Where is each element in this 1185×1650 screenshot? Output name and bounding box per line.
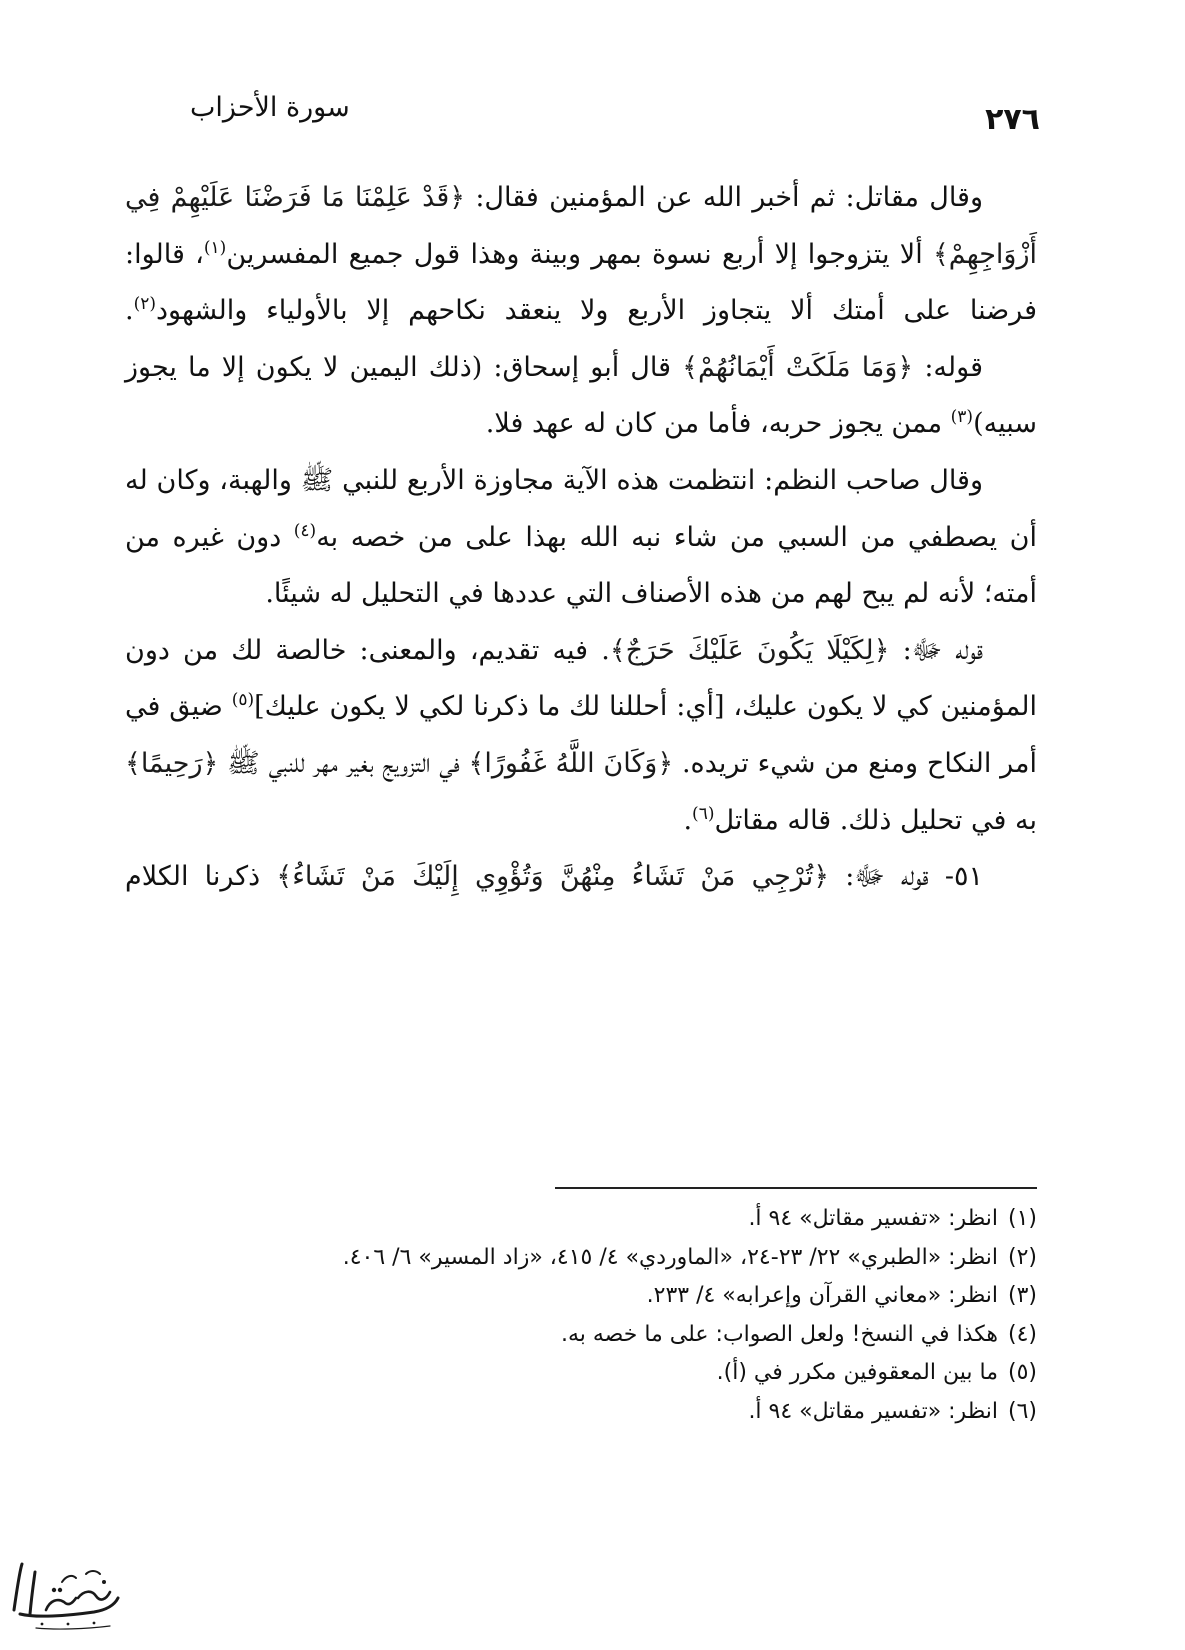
text-span: به في تحليل ذلك. قاله مقاتل (714, 804, 1037, 836)
text-span: ٥١- قوله ﷻ: (829, 861, 983, 893)
quran-verse: ﴿قَدْ عَلِمْنَا مَا فَرَضْنَا عَلَيْهِمْ فِي أَزْوَاجِهِمْ﴾ (125, 182, 1037, 270)
footnote-text: انظر: «تفسير مقاتل» ٩٤ أ. (748, 1206, 998, 1231)
footnote-number: (٥) (1007, 1360, 1037, 1386)
footnote-ref-1[interactable]: (١) (203, 237, 227, 258)
footnote-text: انظر: «الطبري» ٢٢/ ٢٣-٢٤، «الماوردي» ٤/ ٤١٥، «زاد المسير» ٦/ ٤٠٦. (342, 1244, 998, 1270)
footnote-text: انظر: «معاني القرآن وإعرابه» ٤/ ٢٣٣. (646, 1283, 998, 1309)
footnote-text: انظر: «تفسير مقاتل» ٩٤ أ. (748, 1398, 998, 1424)
text-span: في التزويج بغير مهر للنبي ﷺ (218, 747, 469, 779)
footnote-4 (125, 1316, 1037, 1355)
footnote-number: (٣) (1007, 1283, 1037, 1309)
footnote-ref-2[interactable]: (٢) (133, 294, 157, 315)
text-span: . (683, 804, 693, 836)
quran-verse: ﴿رَحِيمًا﴾ (125, 747, 219, 779)
footnote-ref-4[interactable]: (٤) (293, 520, 317, 541)
paragraph-3 (125, 453, 1037, 623)
quran-verse: ﴿تُرْجِي مَنْ تَشَاءُ مِنْهُنَّ وَتُؤْوِي إِلَيْكَ مَنْ تَشَاءُ﴾ (276, 861, 830, 893)
paragraph-5 (125, 849, 1037, 906)
paragraph-2 (125, 340, 1037, 453)
footnote-6 (125, 1393, 1037, 1432)
text-span: قال أبو إسحاق: (ذلك اليمين لا يكون إلا ما يجوز سبيه) (125, 351, 1037, 440)
quran-verse: ﴿وَمَا مَلَكَتْ أَيْمَانُهُمْ﴾ (682, 351, 914, 383)
text-span: ، قالوا: فرضنا على أمتك ألا يتجاوز الأربع ولا ينعقد نكاحهم إلا بالأولياء والشهود (125, 238, 1037, 327)
text-span: قوله ﷻ: (889, 634, 984, 666)
text-span: دون غيره من أمته؛ لأنه لم يبح لهم من هذه الأصناف التي عددها في التحليل له شيئًا. (125, 521, 1037, 610)
footnote-5 (125, 1354, 1037, 1393)
quran-verse: ﴿وَكَانَ اللَّهُ غَفُورًا﴾ (468, 747, 674, 779)
running-title: سورة الأحزاب (190, 92, 350, 123)
page-number: ٢٧٦ (985, 102, 1040, 137)
footnotes (125, 1200, 1037, 1432)
footnote-ref-6[interactable]: (٦) (692, 803, 715, 824)
footnote-3 (125, 1277, 1037, 1316)
footnote-number: (٦) (1007, 1398, 1037, 1424)
footnote-separator (555, 1187, 1037, 1189)
footnote-text: ما بين المعقوفين مكرر في (أ). (716, 1360, 998, 1386)
footnote-1 (125, 1200, 1037, 1239)
paragraph-1 (125, 170, 1037, 340)
page-header (190, 88, 1040, 138)
footnote-number: (٤) (1007, 1321, 1037, 1347)
footnote-ref-3[interactable]: (٣) (950, 407, 974, 428)
text-span: وقال صاحب النظم: انتظمت هذه الآية مجاوزة الأربع للنبي ﷺ والهبة، وكان له أن يصطفي من السبي من شاء نبه الله بهذا على من خصه به (125, 464, 1038, 553)
text-span: . (125, 295, 134, 327)
footnote-ref-5[interactable]: (٥) (231, 690, 255, 711)
text-span: . فيه تقديم، والمعنى: خالصة لك من دون المؤمنين كي لا يكون عليك، [أي: أحللنا لك ما ذكرنا لكي لا يكون عليك] (125, 634, 1037, 723)
footnote-number: (١) (1007, 1206, 1037, 1231)
footnote-text: هكذا في النسخ! ولعل الصواب: على ما خصه به. (560, 1321, 998, 1347)
text-span: ضيق في أمر النكاح ومنع من شيء تريده. (125, 691, 1038, 779)
calligraphy-logo-icon (6, 1552, 124, 1634)
footnote-number: (٢) (1007, 1244, 1037, 1270)
quran-verse: ﴿لِكَيْلَا يَكُونَ عَلَيْكَ حَرَجٌ﴾ (609, 634, 890, 666)
text-span: وقال مقاتل: ثم أخبر الله عن المؤمنين فقال: (465, 182, 983, 213)
main-text (125, 170, 1037, 906)
footnote-2 (125, 1239, 1037, 1278)
paragraph-4 (125, 623, 1037, 849)
text-span: ألا يتزوجوا إلا أربع نسوة بمهر وبينة وهذا قول جميع المفسرين (226, 238, 933, 270)
text-span: ممن يجوز حربه، فأما من كان له عهد فلا. (485, 408, 951, 440)
text-span: قوله: (913, 351, 983, 383)
text-span: ذكرنا الكلام (125, 861, 277, 893)
